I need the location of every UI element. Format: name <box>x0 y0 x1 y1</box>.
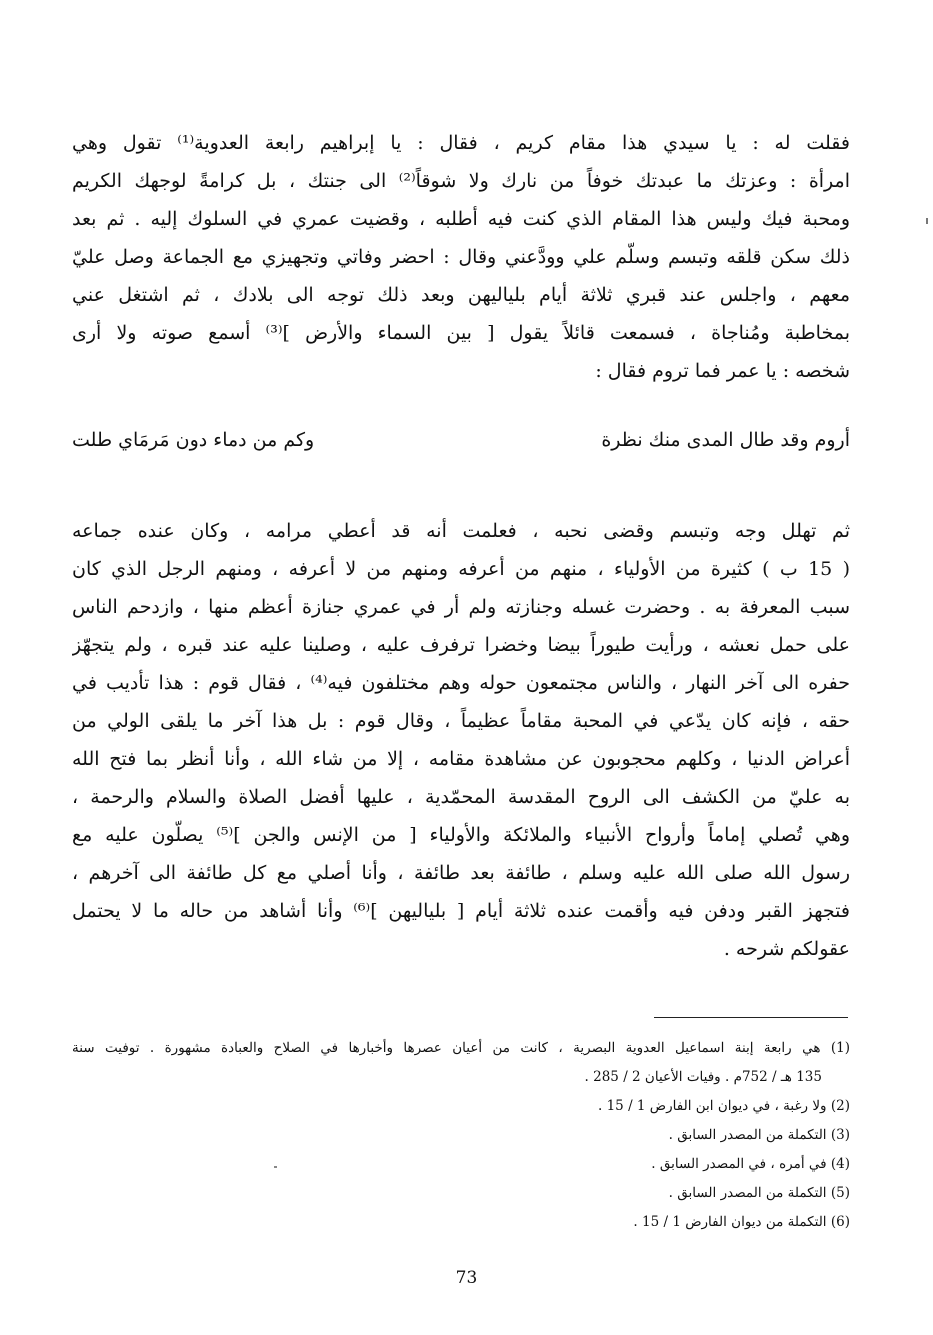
text-line: به عليّ من الكشف الى الروح المقدسة المحمّدية ، عليها أفضل الصلاة والسلام والرحمة ، <box>72 786 850 808</box>
text-line: معهم ، واجلس عند قبري ثلاثة أيام بلياليهن وبعد ذلك توجه الى بلادك ، ثم اشتغل عني <box>72 284 850 306</box>
text-line: حقه ، فإنه كان يدّعي في المحبة مقاماً عظيماً ، وقال قوم : بل هذا آخر ما يلقى الولي من <box>72 710 850 732</box>
verse-second-hemistich: وكم من دماء دون مَرمَاي طلت <box>72 429 315 451</box>
text-line: على حمل نعشه ، ورأيت طيوراً بيضا وخضرا ترفرف عليه ، وصلينا عليه عند قبره ، ولم يتجهّز <box>72 634 850 656</box>
text-line: ( 15 ب ) كثيرة من الأولياء ، منهم من أعرفه ومنهم من لا أعرفه ، ومنهم الرجل الذي كان <box>72 558 850 580</box>
text-line: ثم تهلل وجه وتبسم وقضى نحبه ، فعلمت أنه قد أعطي مرامه ، وكان عنده جماعه <box>72 520 850 542</box>
text-line: ذلك سكن قلقه وتبسم وسلّم علي وودَّعني وقال : احضر وفاتي وتجهيزي مع الجماعة وصل عليّ <box>72 246 850 268</box>
text-line: شخصه : يا عمر فما تروم فقال : <box>595 360 850 382</box>
footnote-5: (5) التكملة من المصدر السابق . <box>668 1185 850 1201</box>
text-line: امرأة : وعزتك ما عبدتك خوفاً من نارك ولا شوقاً⁽²⁾ الى جنتك ، بل كرامةً لوجهك الكريم <box>72 170 850 192</box>
text-line: أعراض الدنيا ، وكلهم محجوبون عن مشاهدة مقامه ، إلا من شاء الله ، وأنا أنظر بما فتح الله <box>72 748 850 770</box>
text-line: بمخاطبة ومُناجاة ، فسمعت قائلاً يقول [ بين السماء والأرض ]⁽³⁾ أسمع صوته ولا أرى <box>72 322 850 344</box>
scan-speck <box>926 218 928 224</box>
poetry-verse <box>72 420 850 460</box>
footnote-1: (1) هي رابعة إبنة اسماعيل العدوية البصرية ، كانت من أعيان عصرها وأخبارها في الصلاح والعبادة مشهورة . توفيت سنة <box>72 1040 850 1056</box>
text-line: حفره الى آخر النهار ، والناس مجتمعون حوله وهم مختلفون فيه⁽⁴⁾ ، فقال قوم : هذا تأديب في <box>72 672 850 694</box>
text-line: ومحبة فيك وليس هذا المقام الذي كنت فيه أطلبه ، وقضيت عمري في السلوك إليه . ثم بعد <box>72 208 850 230</box>
scan-speck <box>274 1166 277 1168</box>
footnote-4: (4) في أمره ، في المصدر السابق . <box>651 1156 850 1172</box>
text-line: وهي تُصلي إماماً وأرواح الأنبياء والملائكة والأولياء [ من الإنس والجن ]⁽⁵⁾ يصلّون عليه مع <box>72 824 850 846</box>
text-line: فتجهز القبر ودفن فيه وأقمت عنده ثلاثة أيام [ بلياليهن ]⁽⁶⁾ وأنا أشاهد من حاله ما لا يحتمل <box>72 900 850 922</box>
paragraph-1 <box>72 124 850 390</box>
text-line: رسول الله صلى الله عليه وسلم ، طائفة بعد طائفة ، وأنا أصلي مع كل طائفة الى آخرهم ، <box>72 862 850 884</box>
paragraph-2 <box>72 512 850 968</box>
text-line: عقولكم شرحه . <box>723 938 850 960</box>
verse-first-hemistich: أروم وقد طال المدى منك نظرة <box>601 429 850 451</box>
footnote-separator <box>654 1017 848 1018</box>
footnotes <box>72 1034 850 1237</box>
text-line: فقلت له : يا سيدي هذا مقام كريم ، فقال : يا إبراهيم رابعة العدوية⁽¹⁾ تقول وهي <box>72 132 850 154</box>
footnote-3: (3) التكملة من المصدر السابق . <box>668 1127 850 1143</box>
footnote-6: (6) التكملة من ديوان الفارض 1 / 15 . <box>633 1214 850 1230</box>
page-number: 73 <box>455 1268 478 1288</box>
footnote-1-continuation: 135 هـ / 752م . وفيات الأعيان 2 / 285 . <box>584 1069 822 1085</box>
footnote-2: (2) ولا رغبة ، في ديوان ابن الفارض 1 / 15 . <box>598 1098 850 1114</box>
text-line: سبب المعرفة به . وحضرت غسله وجنازته ولم أر في عمري جنازة أعظم منها ، وازدحم الناس <box>72 596 850 618</box>
